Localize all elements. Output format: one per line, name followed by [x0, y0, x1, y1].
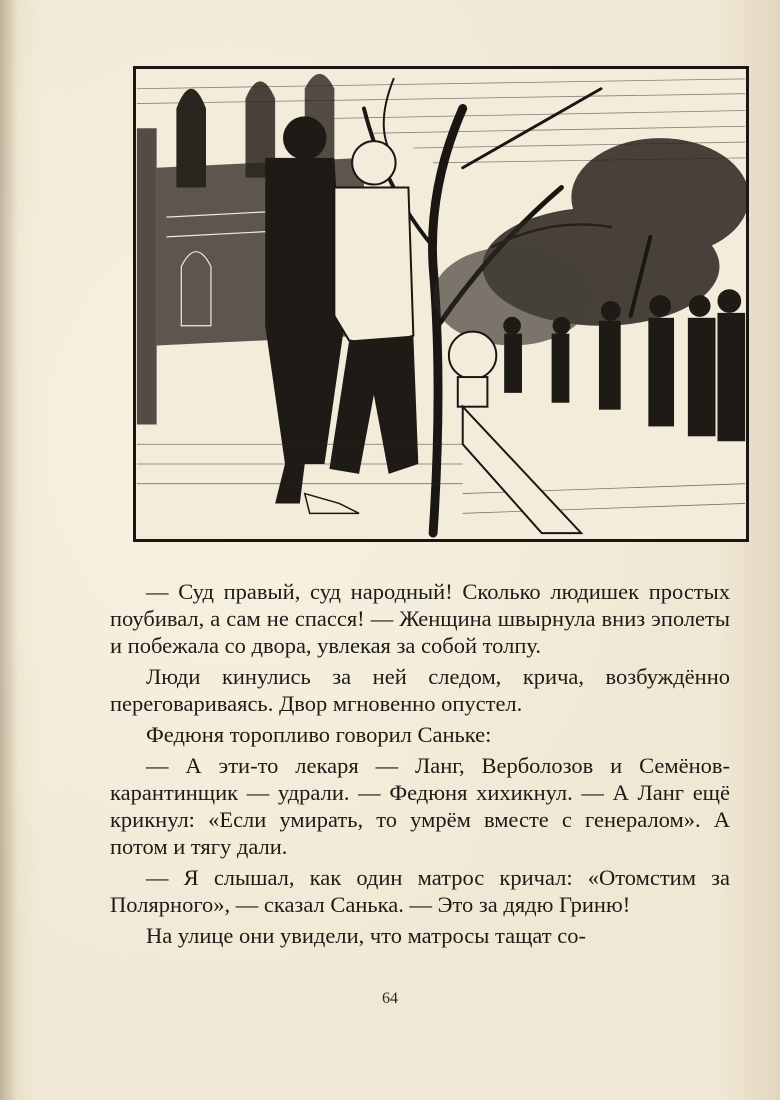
body-text: [110, 578, 730, 953]
page-number: 64: [382, 990, 398, 1007]
paragraph-3: Федюня торопливо говорил Саньке:: [146, 722, 492, 747]
paragraph-1: — Суд правый, суд народный! Сколько людишек простых поубивал, а сам не спасся! — Женщина швырнула вниз эполеты и побежала со двора, увлекая за собой толпу.: [110, 579, 730, 658]
paragraph-6: На улице они увидели, что матросы тащат со-: [146, 923, 586, 948]
paragraph-5: — Я слышал, как один матрос кричал: «Отомстим за Полярного», — сказал Санька. — Это за дядю Гриню!: [110, 865, 730, 917]
illustration: [133, 66, 749, 542]
spine-shadow: [0, 0, 18, 1100]
paragraph-2: Люди кинулись за ней следом, крича, возбуждённо переговариваясь. Двор мгновенно опустел.: [110, 664, 730, 716]
paragraph-4: — А эти-то лекаря — Ланг, Верболозов и Семёнов-карантинщик — удрали. — Федюня хихикнул. — А Ланг ещё крикнул: «Если умирать, то умрём вместе с генералом». А потом и тягу дали.: [110, 753, 730, 859]
engraving-illustration-icon: [136, 69, 746, 539]
